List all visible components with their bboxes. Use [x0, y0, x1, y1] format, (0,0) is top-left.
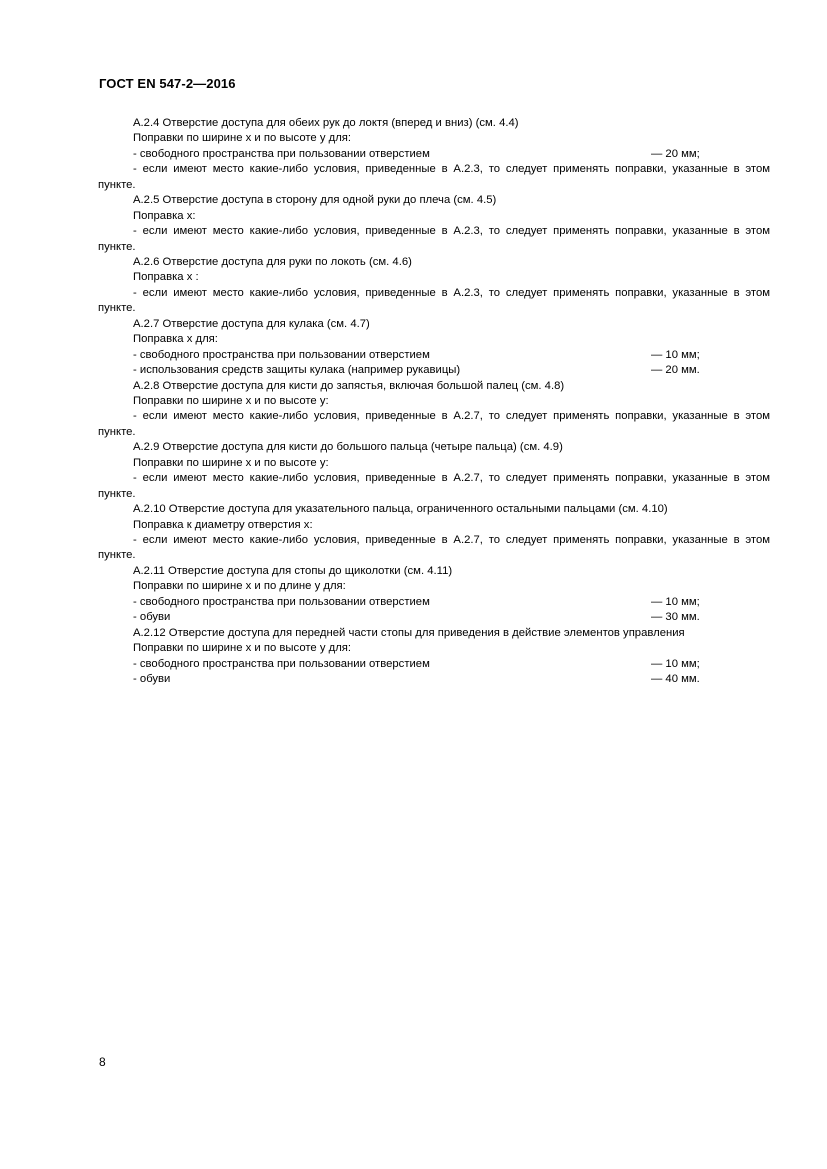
list-item — [98, 657, 770, 672]
list-item — [98, 363, 770, 378]
list-item-value: — 30 мм. — [651, 611, 700, 624]
document-header: ГОСТ EN 547-2—2016 — [99, 76, 236, 91]
section-subheading: Поправки по ширине x и по высоте y: — [133, 456, 329, 469]
list-dash: - — [133, 364, 137, 377]
section-note: - если имеют место какие-либо условия, приведенные в А.2.7, то следует применять поправки, указанные в этом пункте. — [98, 410, 770, 438]
list-dash: - — [133, 672, 137, 685]
section-subheading: Поправка x для: — [133, 333, 218, 346]
section-a-2-9 — [98, 440, 770, 502]
section-note: - если имеют место какие-либо условия, приведенные в А.2.3, то следует применять поправки, указанные в этом пункте. — [98, 225, 770, 253]
list-item — [98, 672, 770, 687]
section-note: - если имеют место какие-либо условия, приведенные в А.2.3, то следует применять поправки, указанные в этом пункте. — [98, 286, 770, 315]
section-subheading: Поправки по ширине x и по длине y для: — [133, 580, 346, 593]
list-dash: - — [133, 147, 137, 160]
section-a-2-11 — [98, 564, 770, 626]
section-heading: А.2.8 Отверстие доступа для кисти до запястья, включая большой палец (см. 4.8) — [133, 379, 565, 392]
section-a-2-5 — [98, 193, 770, 255]
section-a-2-12 — [98, 626, 770, 688]
list-item-text: обуви — [139, 611, 171, 624]
list-item — [98, 610, 770, 625]
list-item — [98, 348, 770, 363]
page-number: 8 — [99, 1055, 106, 1069]
section-subheading: Поправки по ширине x и по высоте y для: — [133, 642, 352, 655]
section-heading: А.2.5 Отверстие доступа в сторону для одной руки до плеча (см. 4.5) — [133, 194, 497, 207]
section-subheading: Поправка к диаметру отверстия x: — [133, 518, 313, 531]
list-dash: - — [133, 657, 137, 670]
list-item-text: свободного пространства при пользовании отверстием — [139, 595, 430, 608]
list-item — [98, 595, 770, 610]
list-item-value: — 10 мм; — [651, 657, 700, 670]
list-item-text: свободного пространства при пользовании отверстием — [139, 147, 430, 160]
list-item-value: — 20 мм; — [651, 147, 700, 160]
section-heading: А.2.10 Отверстие доступа для указательного пальца, ограниченного остальными пальцами (см. 4.10) — [133, 503, 668, 516]
list-item-text: свободного пространства при пользовании отверстием — [139, 657, 430, 670]
section-a-2-6 — [98, 255, 770, 317]
list-dash: - — [133, 348, 137, 361]
list-item-text: свободного пространства при пользовании отверстием — [139, 348, 430, 361]
list-item-value: — 10 мм; — [651, 348, 700, 361]
section-subheading: Поправки по ширине x и по высоте y: — [133, 394, 329, 407]
section-a-2-10 — [98, 502, 770, 564]
section-note: - если имеют место какие-либо условия, приведенные в А.2.7, то следует применять поправки, указанные в этом пункте. — [98, 533, 770, 562]
list-dash: - — [133, 611, 137, 624]
section-heading: А.2.7 Отверстие доступа для кулака (см. 4.7) — [133, 317, 370, 330]
section-subheading: Поправка x: — [133, 209, 196, 222]
list-item-value: — 40 мм. — [651, 672, 700, 685]
section-a-2-4 — [98, 116, 770, 193]
list-item-value: — 10 мм; — [651, 595, 700, 608]
section-heading: А.2.9 Отверстие доступа для кисти до большого пальца (четыре пальца) (см. 4.9) — [133, 441, 563, 454]
section-subheading: Поправка x : — [133, 271, 199, 284]
section-subheading: Поправки по ширине x и по высоте y для: — [133, 132, 352, 145]
section-note: - если имеют место какие-либо условия, приведенные в А.2.7, то следует применять поправки, указанные в этом пункте. — [98, 472, 770, 500]
section-heading: А.2.6 Отверстие доступа для руки по локоть (см. 4.6) — [133, 256, 412, 268]
document-body — [98, 116, 770, 687]
list-item-text: использования средств защиты кулака (например рукавицы) — [139, 364, 461, 377]
section-heading: А.2.4 Отверстие доступа для обеих рук до локтя (вперед и вниз) (см. 4.4) — [133, 117, 519, 129]
list-item — [98, 147, 770, 162]
section-note: - если имеют место какие-либо условия, приведенные в А.2.3, то следует применять поправки, указанные в этом пункте. — [98, 163, 770, 191]
list-item-value: — 20 мм. — [651, 364, 700, 377]
section-heading: А.2.12 Отверстие доступа для передней части стопы для приведения в действие элементов управления — [133, 626, 685, 639]
section-heading: А.2.11 Отверстие доступа для стопы до щиколотки (см. 4.11) — [133, 564, 453, 577]
section-a-2-8 — [98, 379, 770, 441]
section-a-2-7 — [98, 317, 770, 379]
list-dash: - — [133, 595, 137, 608]
list-item-text: обуви — [139, 672, 171, 685]
